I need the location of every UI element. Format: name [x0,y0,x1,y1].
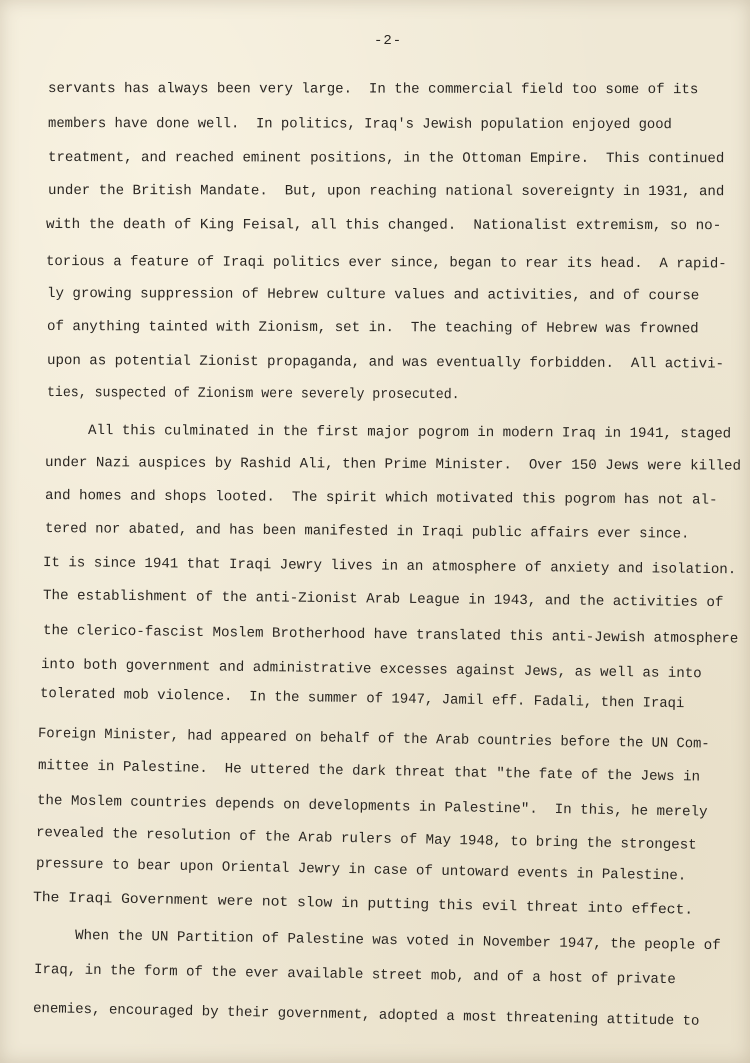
text-line: Iraq, in the form of the ever available street mob, and of a host of private [33,962,676,989]
text-line: ties, suspected of Zionism were severely prosecuted. [46,385,460,404]
text-line: mittee in Palestine. He uttered the dark threat that "the fate of the Jews in [37,758,701,786]
text-line: and homes and shops looted. The spirit which motivated this pogrom has not al- [44,488,718,509]
text-line: tolerated mob violence. In the summer of 1947, Jamil eff. Fadali, then Iraqi [39,686,685,713]
text-line: the Moslem countries depends on developments in Palestine". In this, he merely [36,793,708,821]
text-line: members have done well. In politics, Iraq's Jewish population enjoyed good [47,116,672,134]
text-line: under Nazi auspices by Rashid Ali, then Prime Minister. Over 150 Jews were killed [44,455,742,475]
page-number: -2- [374,33,403,49]
text-line: of anything tainted with Zionism, set in. The teaching of Hebrew was frowned [46,319,699,338]
text-line: Foreign Minister, had appeared on behalf of the Arab countries before the UN Com- [37,726,710,753]
text-line: treatment, and reached eminent positions, in the Ottoman Empire. This continued [47,150,725,168]
text-line: enemies, encouraged by their government, adopted a most threatening attitude to [32,1001,700,1030]
text-line: into both government and administrative excesses against Jews, as well as into [40,657,702,683]
text-line: upon as potential Zionist propaganda, and was eventually forbidden. All activi- [46,353,725,373]
text-line: revealed the resolution of the Arab rulers of May 1948, to bring the strongest [35,825,697,854]
text-line: the clerico-fascist Moslem Brotherhood have translated this anti-Jewish atmosphere [42,623,739,648]
text-line: The Iraqi Government were not slow in putting this evil threat into effect. [32,890,694,919]
text-line: tered nor abated, and has been manifested in Iraqi public affairs ever since. [44,521,690,543]
text-line: ly growing suppression of Hebrew culture values and activities, and of course [46,286,700,305]
text-line: servants has always been very large. In the commercial field too some of its [47,81,699,99]
text-line: with the death of King Feisal, all this changed. Nationalist extremism, so no- [45,217,722,235]
text-line: All this culminated in the first major pogrom in modern Iraq in 1941, staged [87,423,732,443]
text-line: under the British Mandate. But, upon reaching national sovereignty in 1931, and [47,183,725,201]
text-line: The establishment of the anti-Zionist Arab League in 1943, and the activities of [42,588,724,612]
text-line: When the UN Partition of Palestine was voted in November 1947, the people of [74,928,721,955]
text-line: pressure to bear upon Oriental Jewry in case of untoward events in Palestine. [35,856,687,885]
text-line: It is since 1941 that Iraqi Jewry lives in an atmosphere of anxiety and isolation. [42,555,737,579]
text-line: torious a feature of Iraqi politics ever since, began to rear its head. A rapid- [45,254,727,273]
